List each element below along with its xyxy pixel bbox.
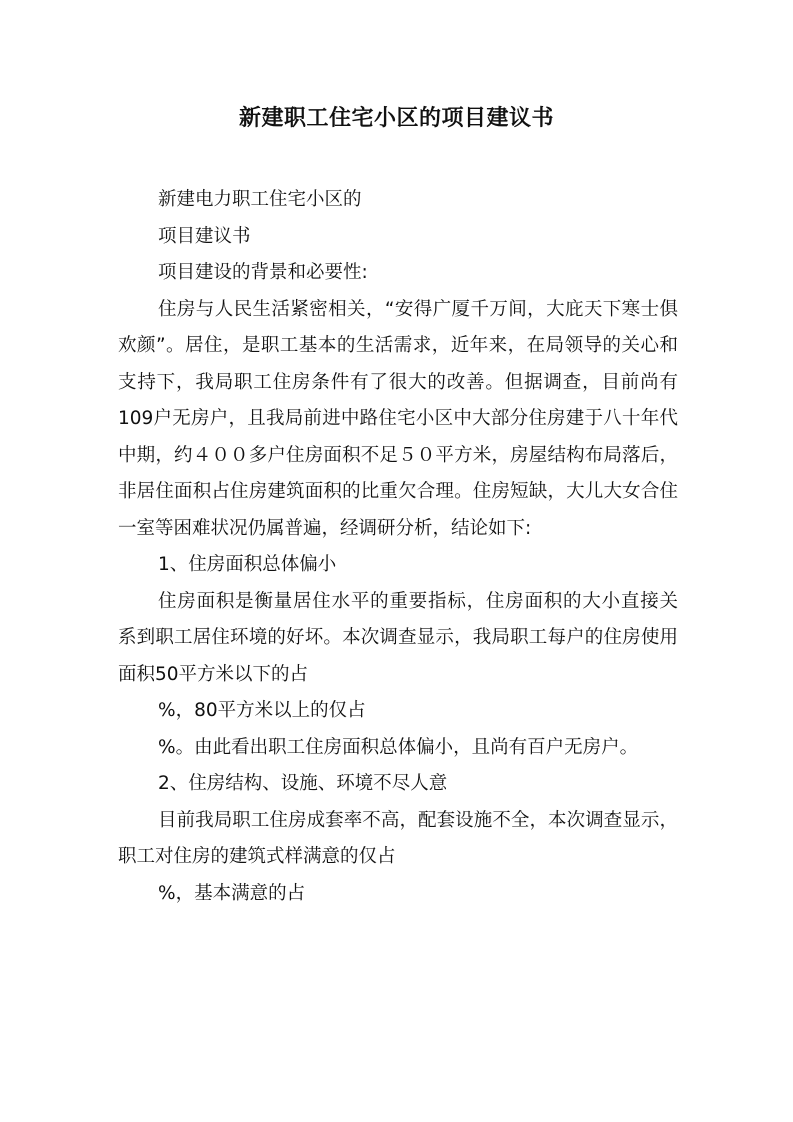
paragraph-line: 目前我局职工住房成套率不高，配套设施不全，本次调查显示， (158, 809, 678, 831)
document-title: 新建职工住宅小区的项目建议书 (238, 106, 554, 131)
paragraph-line: 支持下，我局职工住房条件有了很大的改善。但据调查，目前尚有 (118, 371, 678, 393)
paragraph-line: 欢颜”。居住，是职工基本的生活需求，近年来，在局领导的关心和 (118, 335, 678, 356)
paragraph-line: 住房面积是衡量居住水平的重要指标，住房面积的大小直接关 (158, 590, 678, 612)
paragraph-line: 新建电力职工住宅小区的 (158, 189, 362, 210)
section-heading: 2、住房结构、设施、环境不尽人意 (158, 773, 448, 794)
paragraph-line: %，80平方米以上的仅占 (158, 700, 366, 721)
paragraph-line: 系到职工居住环境的好坏。本次调查显示，我局职工每户的住房使用 (118, 627, 678, 648)
paragraph-line: 项目建议书 (158, 225, 251, 247)
paragraph-line: 109户无房户，且我局前进中路住宅小区中大部分住房建于八十年代 (118, 408, 678, 429)
paragraph-line: 一室等困难状况仍属普遍，经调研分析，结论如下: (118, 517, 532, 539)
paragraph-line: 面积50平方米以下的占 (118, 663, 309, 685)
paragraph-line: %。由此看出职工住房面积总体偏小，且尚有百户无房户。 (158, 736, 639, 758)
paragraph-line: %，基本满意的占 (158, 882, 306, 904)
paragraph-line: 项目建设的背景和必要性: (158, 262, 368, 283)
paragraph-line: 住房与人民生活紧密相关，“安得广厦千万间，大庇天下寒士俱 (158, 298, 678, 320)
paragraph-line: 非居住面积占住房建筑面积的比重欠合理。住房短缺，大儿大女合住 (118, 481, 678, 502)
paragraph-line: 职工对住房的建筑式样满意的仅占 (118, 846, 396, 867)
document-body (118, 182, 678, 912)
section-heading: 1、住房面积总体偏小 (158, 554, 337, 575)
paragraph-line: 中期，约４００多户住房面积不足５０平方米，房屋结构布局落后， (118, 444, 678, 466)
